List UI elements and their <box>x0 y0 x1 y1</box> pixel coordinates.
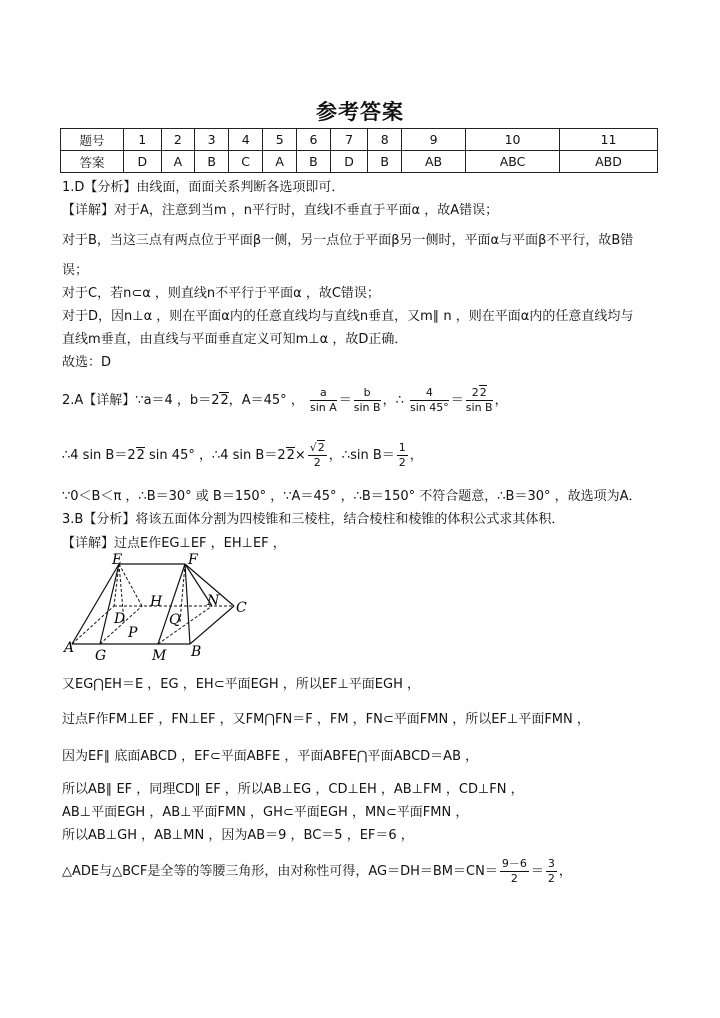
edge-BC <box>190 606 234 644</box>
text-segment: 2 <box>471 386 479 399</box>
edge-MN <box>158 606 212 644</box>
fraction <box>308 441 327 470</box>
text-line: 故选：D <box>62 355 112 370</box>
text-line: 【详解】对于A，注意到当m ，n平行时，直线l不垂直于平面α ，故A错误； <box>62 203 499 218</box>
answer-table <box>60 128 658 173</box>
fraction <box>397 441 408 470</box>
label-E: E <box>112 552 123 568</box>
table-cell: 答案 <box>61 151 124 173</box>
text-line: 【详解】过点E作EG⊥EF ，EH⊥EF ， <box>62 536 286 551</box>
text-line: 3.B【分析】将该五面体分割为四棱锥和三棱柱，结合棱柱和棱锥的体积公式求其体积． <box>62 512 565 527</box>
answer-table-answer-row <box>61 151 658 173</box>
text-segment: ，∴ <box>382 393 404 408</box>
table-cell: ABD <box>560 151 658 173</box>
text-line: 所以AB∥ EF ，同理CD∥ EF ，所以AB⊥EG ，CD⊥EH ，AB⊥FM ，CD⊥FN ， <box>62 782 524 797</box>
denominator: sin 45° <box>410 401 449 414</box>
text-line-formula: 2.A【详解】∵a＝4 ，b＝22，A＝45° ， $\frac{a}{\text{sin A}}$ ＝ $\frac{b}{\text{sin B}}$ ，∴ $\frac{4}{\sin 45^\circ}$ ＝ $\frac{22}{\text{sin B}}$ ， <box>62 386 508 414</box>
text-line-formula <box>62 441 423 471</box>
text-segment: ， <box>558 864 572 879</box>
denominator: sin A <box>309 401 337 414</box>
label-F: F <box>188 552 198 568</box>
numerator: 3 <box>547 857 555 870</box>
text-segment: 2.A【详解】∵a＝4 ，b＝2 <box>62 393 220 408</box>
text-line: 对于D，因n⊥α ，则在平面α内的任意直线均与直线n垂直，又m∥ n ，则在平面α内的任意直线均与 <box>62 309 634 324</box>
denominator: 2 <box>313 456 321 469</box>
sqrt-radicand: 2 <box>136 448 145 463</box>
label-H: H <box>150 594 163 610</box>
table-cell: ABC <box>466 151 560 173</box>
label-M: M <box>152 648 167 664</box>
numerator: a <box>310 386 337 401</box>
numerator <box>466 386 493 401</box>
text-line: 对于C，若n⊂α ，则直线n不平行于平面α ，故C错误； <box>62 286 380 301</box>
fraction <box>466 386 493 415</box>
numerator: 1 <box>398 441 406 454</box>
table-cell: 2 <box>161 129 195 151</box>
denominator: 2 <box>510 872 518 885</box>
table-cell: 7 <box>330 129 368 151</box>
fraction <box>310 386 337 415</box>
denominator: 2 <box>398 456 406 469</box>
text-line: 所以AB⊥GH ，AB⊥MN ，因为AB＝9 ，BC＝5 ，EF＝6 ， <box>62 828 414 843</box>
table-cell: D <box>124 151 162 173</box>
fraction <box>410 386 449 415</box>
numerator: 4 <box>410 386 449 401</box>
text-segment: ∴4 sin B＝2 <box>62 448 136 463</box>
table-cell: 8 <box>368 129 402 151</box>
label-B: B <box>191 644 202 660</box>
table-cell: A <box>161 151 195 173</box>
table-cell: 6 <box>297 129 331 151</box>
table-cell: B <box>297 151 331 173</box>
denominator: 2 <box>547 872 555 885</box>
label-Q: Q <box>169 612 181 628</box>
text-line: 误； <box>62 263 89 278</box>
label-A: A <box>64 640 75 656</box>
table-cell: B <box>195 151 229 173</box>
table-cell: C <box>229 151 263 173</box>
pentahedron-figure <box>62 552 262 664</box>
text-segment: ，∴sin B＝ <box>328 448 395 463</box>
denominator: sin B <box>465 401 493 414</box>
numerator: 9－6 <box>501 857 527 870</box>
table-cell: 4 <box>229 129 263 151</box>
fraction <box>546 857 557 886</box>
denominator: sin B <box>353 401 381 414</box>
label-C: C <box>236 600 247 616</box>
text-segment: ， <box>494 393 508 408</box>
label-D: D <box>114 611 126 627</box>
table-cell: 1 <box>124 129 162 151</box>
edge-FB <box>185 564 190 644</box>
text-segment: ， <box>409 448 423 463</box>
table-cell: 题号 <box>61 129 124 151</box>
text-line: 因为EF∥ 底面ABCD ，EF⊂平面ABFE ，平面ABFE⋂平面ABCD＝AB ， <box>62 749 479 764</box>
table-cell: 9 <box>402 129 466 151</box>
sqrt-radicand: 2 <box>220 393 229 408</box>
numerator: √2 <box>309 441 325 454</box>
sqrt-radicand: 2 <box>286 448 295 463</box>
table-cell: A <box>263 151 297 173</box>
table-cell: D <box>330 151 368 173</box>
table-cell: 11 <box>560 129 658 151</box>
edge-EG <box>100 564 119 644</box>
text-line: 对于B，当这三点有两点位于平面β一侧，另一点位于平面β另一侧时，平面α与平面β不平行，故B错 <box>62 233 634 248</box>
label-P: P <box>128 625 138 641</box>
answer-table-header-row <box>61 129 658 151</box>
text-line: 又EG⋂EH＝E ，EG ，EH⊂平面EGH ，所以EF⊥平面EGH ， <box>62 677 420 692</box>
text-line: 1.D【分析】由线面，面面关系判断各选项即可． <box>62 180 345 195</box>
sqrt-radicand: 2 <box>317 441 325 454</box>
text-line: 直线m垂直，由直线与平面垂直定义可知m⊥α ，故D正确． <box>62 332 408 347</box>
sqrt-radicand: 2 <box>479 386 487 399</box>
label-N: N <box>207 593 220 609</box>
page-title: 参考答案 <box>316 100 404 124</box>
edge-EA <box>72 564 119 644</box>
text-segment: sin 45° ，∴4 sin B＝2 <box>144 448 286 463</box>
text-line: 过点F作FM⊥EF ，FN⊥EF ，又FM⋂FN＝F ，FM ，FN⊂平面FMN ，所以EF⊥平面FMN ， <box>62 712 590 727</box>
label-G: G <box>95 648 107 664</box>
numerator: b <box>354 386 381 401</box>
text-line-formula <box>62 857 572 887</box>
text-segment: ＝ <box>530 864 544 879</box>
table-cell: 3 <box>195 129 229 151</box>
text-segment: × <box>294 448 306 463</box>
fraction <box>500 857 529 886</box>
fraction <box>354 386 381 415</box>
text-segment: △ADE与△BCF是全等的等腰三角形，由对称性可得，AG＝DH＝BM＝CN＝ <box>62 864 498 879</box>
text-segment: ，A＝45° ， <box>228 393 304 408</box>
table-cell: AB <box>402 151 466 173</box>
table-cell: B <box>368 151 402 173</box>
text-line: AB⊥平面EGH ，AB⊥平面FMN ，GH⊂平面EGH ，MN⊂平面FMN ， <box>62 805 469 820</box>
text-line: ∵0＜B＜π ，∴B＝30° 或 B＝150° ，∵A＝45° ，∴B＝150° 不符合题意，∴B＝30° ，故选项为A． <box>62 489 642 504</box>
table-cell: 5 <box>263 129 297 151</box>
table-cell: 10 <box>466 129 560 151</box>
